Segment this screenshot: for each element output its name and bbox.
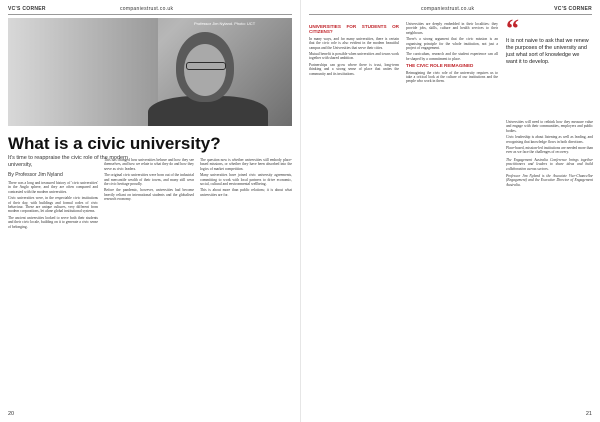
- paragraph: Civic universities were, in the respectable civic institutions of their day, with buildings and formal codes of civic behaviour. These are unique cultures, very different from modern corporations, let alone global institutional systems.: [8, 196, 98, 214]
- left-column-2: [104, 158, 194, 409]
- paragraph: Mutual benefit is possible when universities and towns work together with shared ambition.: [309, 52, 399, 61]
- paragraph: Many universities have joined civic university agreements, committing to work with local partners to drive economic, social, cultural and environmental wellbeing.: [200, 173, 292, 187]
- section-subhead: UNIVERSITIES FOR STUDENTS OR CITIZENS?: [309, 24, 399, 35]
- paragraph: The original civic universities were born out of the industrial and mercantile wealth of their towns, and many still wear the civic heritage proudly.: [104, 173, 194, 187]
- right-column-1: [309, 22, 399, 409]
- pull-quote-text: It is not naive to ask that we renew the purposes of the university and just what sort of knowledge we want it to develop.: [506, 38, 589, 65]
- paragraph: Place-based, mission-led institutions are needed more than ever as we face the challenges of recovery.: [506, 146, 593, 155]
- paragraph: This is about more than public relations; it is about what universities are for.: [200, 188, 292, 197]
- paragraph: Before the pandemic, however, universities had become heavily reliant on international students and the globalised research economy.: [104, 188, 194, 202]
- pull-quote: [506, 14, 592, 66]
- header-rule: [309, 14, 592, 15]
- paragraph: The ancient universities looked to serve both their students and their civic locale, building on it to generate a civic sense of belonging.: [8, 215, 98, 229]
- paragraph: There was a long and treasured history of 'civic universities' in the Anglo sphere, and they are often compared and contrasted with the modern universities.: [8, 181, 98, 194]
- right-column-3: [506, 120, 593, 409]
- publication-label: companiestrust.co.uk: [421, 6, 475, 12]
- paragraph: Reimagining the civic role of the university requires us to take a critical look at the culture of our institutions and the people who work in them.: [406, 70, 498, 84]
- standfirst: It's time to reappraise the civic role of the modern university,: [8, 155, 128, 168]
- paragraph: Universities are deeply embedded in their localities: they provide jobs, skills, culture and health services to their neighbours.: [406, 22, 498, 35]
- byline: By Professor Jim Nyland: [8, 172, 63, 178]
- article-title: What is a civic university?: [8, 134, 221, 153]
- quote-mark-icon: “: [506, 14, 519, 43]
- paragraph: The curriculum, research and the student experience can all be shaped by a commitment to place.: [406, 52, 498, 61]
- section-subhead: THE CIVIC ROLE REIMAGINED: [406, 63, 474, 69]
- paragraph: In many ways, and for many universities, there is certain that the civic role is also evident in the modern beautiful campus and the Universities that serve their cities.: [309, 36, 399, 50]
- page-number: 20: [8, 411, 15, 417]
- left-column-3: [200, 158, 292, 409]
- right-column-2: [406, 22, 498, 409]
- left-column-1: [8, 181, 98, 409]
- paragraph: Civic leadership is about listening as well as leading, and recognising that knowledge flows in both directions.: [506, 135, 593, 144]
- header-rule: [8, 14, 292, 15]
- paragraph: There's a strong argument that the civic mission is an organising principle for the whole institution, not just a project of engagement.: [406, 37, 498, 51]
- author-bio: Professor Jim Nyland is the Associate Vice-Chancellor (Engagement) and the Executive Director of Engagement Australia.: [506, 174, 593, 187]
- hero-photo: [8, 18, 292, 126]
- section-label: VC'S CORNER: [554, 6, 592, 12]
- paragraph: This has changed how universities behave and how they see themselves, and how we relate to what they do and how they serve as civic leaders.: [104, 158, 194, 171]
- right-page: [300, 0, 600, 422]
- paragraph: Universities will need to rethink how they measure value and engage with their communities, employers and public bodies.: [506, 120, 593, 133]
- section-label: VC'S CORNER: [8, 6, 46, 12]
- publication-label: companiestrust.co.uk: [120, 6, 174, 12]
- paragraph: The Engagement Australia Conference brings together practitioners and leaders to share ideas and build collaboration across sectors.: [506, 157, 593, 171]
- photo-caption: Professor Jim Nyland. Photo: UCT: [194, 21, 256, 26]
- paragraph: Partnerships can grow where there is trust, long-term thinking and a strong sense of place that unites the community and its institutions.: [309, 62, 399, 76]
- page-number: 21: [585, 411, 592, 417]
- paragraph: The question now is whether universities still embody place-based missions, or whether they have been absorbed into the logics of market competition.: [200, 158, 292, 171]
